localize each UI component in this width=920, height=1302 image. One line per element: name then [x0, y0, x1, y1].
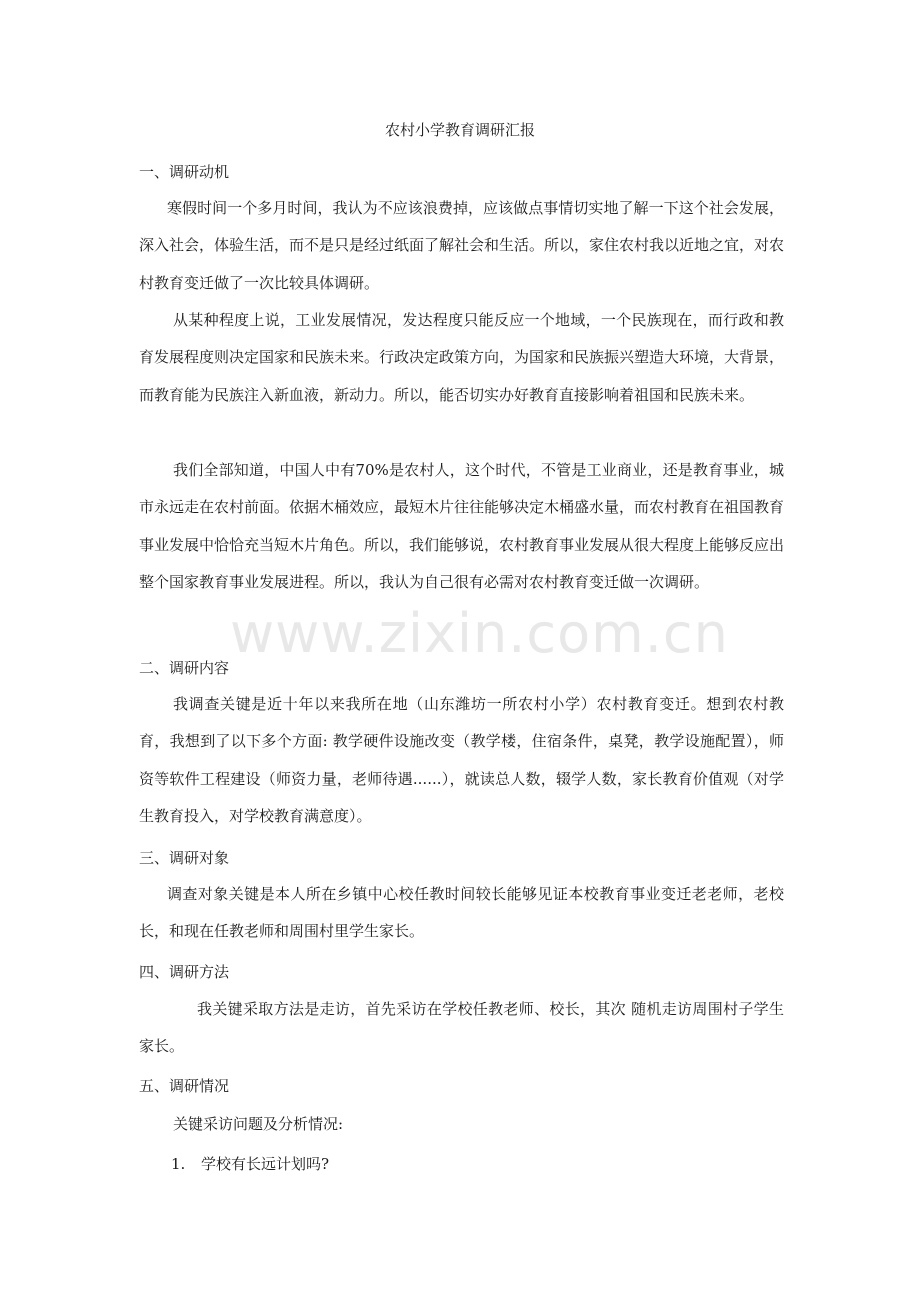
findings-intro: 关键采访问题及分析情况: [173, 1115, 344, 1133]
section-heading-content: 二、调研内容 [139, 659, 230, 677]
paragraph-content-1: 我调查关键是近十年以来我所在地（山东潍坊一所农村小学）农村教育变迁。想到农村教育，我想到了以下多个方面: 教学硬件设施改变（教学楼，住宿条件，桌凳，教学设施配置），师资等软件工程建设（师资力量，老师待遇......），就读总人数，辍学人数，家长教育价值观（对学生教育投入，对学校教育满意度）。 [139, 695, 784, 825]
list-item-text: 学校有长远计划吗? [201, 1155, 330, 1173]
list-item-number: 1. [171, 1155, 186, 1173]
paragraph-motivation-3: 我们全部知道，中国人中有70%是农村人，这个时代，不管是工业商业，还是教育事业，城市永远走在农村前面。依据木桶效应，最短木片往往能够决定木桶盛水量，而农村教育在祖国教育事业发展中恰恰充当短木片角色。所以，我们能够说，农村教育事业发展从很大程度上能够反应出整个国家教育事业发展进程。所以，我认为自己很有必需对农村教育变迁做一次调研。 [139, 461, 785, 591]
watermark: www.zixin.com.cn [230, 602, 729, 665]
paragraph-method-1: 我关键采取方法是走访，首先采访在学校任教老师、校长，其次 随机走访周围村子学生家长。 [139, 1000, 784, 1056]
page-title: 农村小学教育调研汇报 [384, 121, 535, 139]
paragraph-motivation-2: 从某种程度上说，工业发展情况，发达程度只能反应一个地域，一个民族现在，而行政和教育发展程度则决定国家和民族未来。行政决定政策方向，为国家和民族振兴塑造大环境，大背景，而教育能为民族注入新血液，新动力。所以，能否切实办好教育直接影响着祖国和民族未来。 [139, 311, 785, 404]
section-heading-method: 四、调研方法 [139, 963, 230, 981]
list-item [171, 1152, 329, 1176]
section-heading-subjects: 三、调研对象 [139, 849, 230, 867]
paragraph-subjects-1: 调查对象关键是本人所在乡镇中心校任教时间较长能够见证本校教育事业变迁老老师，老校长，和现在任教老师和周围村里学生家长。 [139, 885, 784, 941]
paragraph-motivation-1: 寒假时间一个多月时间，我认为不应该浪费掉，应该做点事情切实地了解一下这个社会发展，深入社会，体验生活，而不是只是经过纸面了解社会和生活。所以，家住农村我以近地之宜，对农村教育变迁做了一次比较具体调研。 [139, 199, 785, 292]
section-heading-findings: 五、调研情况 [139, 1077, 230, 1095]
section-heading-motivation: 一、调研动机 [139, 163, 230, 181]
